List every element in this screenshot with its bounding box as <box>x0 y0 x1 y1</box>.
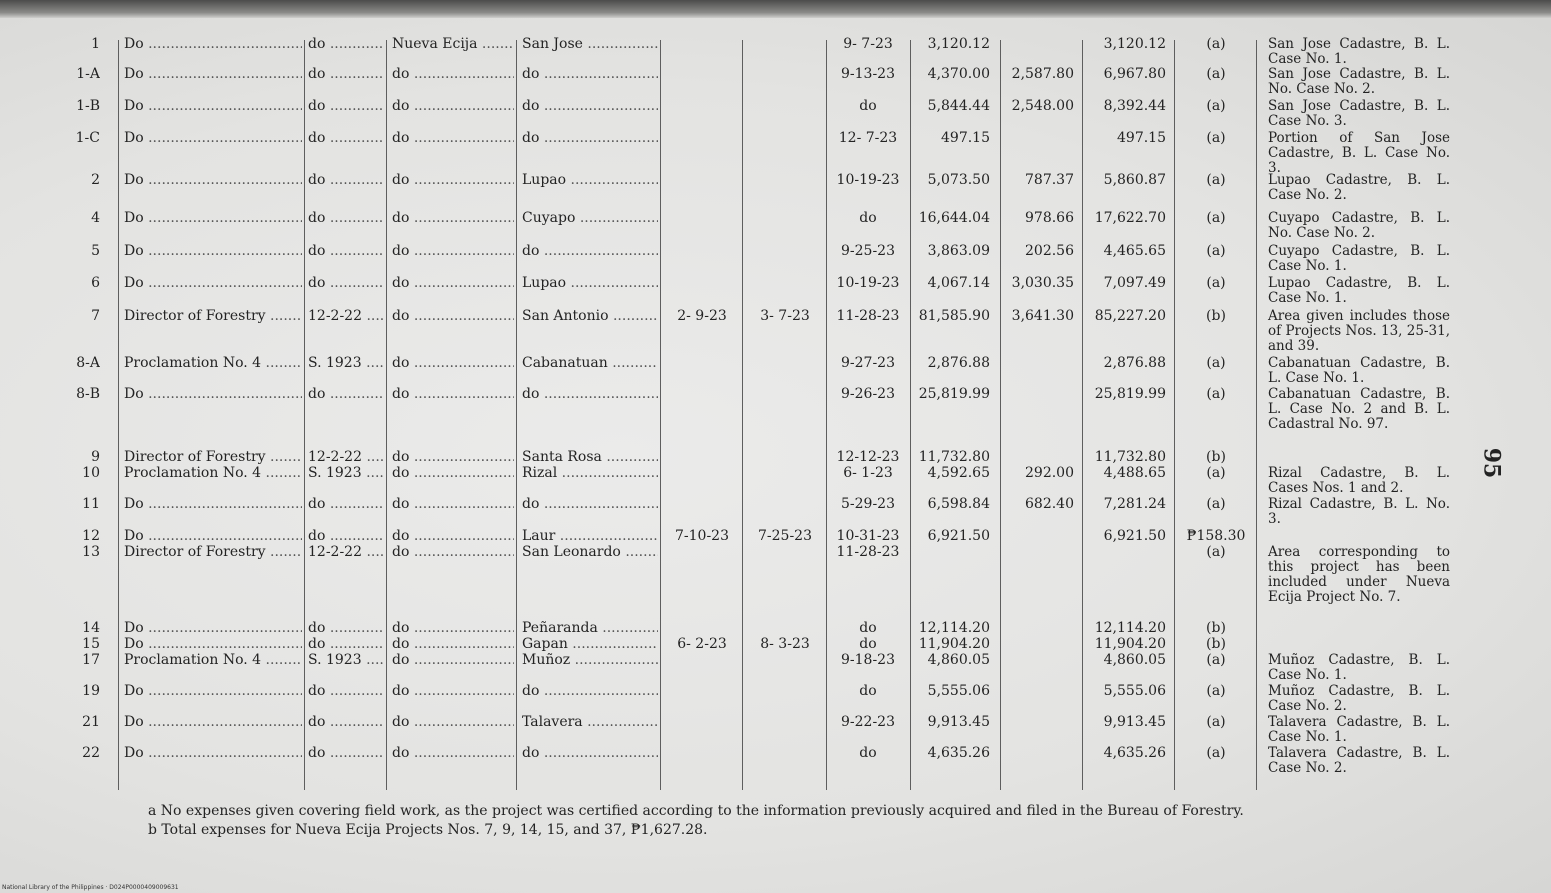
cell-date: 12-2-22 ..... <box>308 450 384 465</box>
cell-no: 4 <box>91 211 100 226</box>
cell-date3: 9-26-23 <box>841 387 895 402</box>
column-rule <box>1082 40 1083 790</box>
cell-no: 1-A <box>76 67 100 82</box>
cell-area-b: 3,030.35 <box>1011 276 1074 291</box>
cell-total: 11,732.80 <box>1094 450 1166 465</box>
cell-no: 8-A <box>76 356 100 371</box>
cell-date3: 9-25-23 <box>841 244 895 259</box>
cell-no: 17 <box>82 653 100 668</box>
cell-name: Proclamation No. 4 ..... <box>124 653 302 668</box>
cell-date3: do <box>859 99 877 114</box>
cell-town: do ..... <box>522 387 658 402</box>
cell-no: 19 <box>82 684 100 699</box>
cell-town: San Antonio ..... <box>522 309 658 324</box>
cell-area-a: 4,067.14 <box>927 276 990 291</box>
cell-province: do ..... <box>392 244 514 259</box>
library-credit: National Library of the Philippines · D024P0000409009631 <box>2 884 179 891</box>
cell-note: (a) <box>1206 131 1226 146</box>
cell-province: do ..... <box>392 173 514 188</box>
cell-date: do ..... <box>308 637 384 652</box>
column-rule <box>910 40 911 790</box>
cell-date3: 9-13-23 <box>841 67 895 82</box>
cell-date: do ..... <box>308 211 384 226</box>
cell-town: Talavera ..... <box>522 715 658 730</box>
cell-date: do ..... <box>308 99 384 114</box>
cell-d1: 7-10-23 <box>675 529 729 544</box>
cell-town: Muñoz ..... <box>522 653 658 668</box>
cell-note: (a) <box>1206 37 1226 52</box>
cell-total: 4,860.05 <box>1103 653 1166 668</box>
cell-name: Do ..... <box>124 387 302 402</box>
cell-province: do ..... <box>392 497 514 512</box>
cell-d1: 6- 2-23 <box>677 637 727 652</box>
cell-name: Do ..... <box>124 37 302 52</box>
cell-no: 7 <box>91 309 100 324</box>
cell-total: 497.15 <box>1117 131 1166 146</box>
cell-town: do ..... <box>522 497 658 512</box>
cell-area-b: 2,587.80 <box>1011 67 1074 82</box>
cell-remarks: Area corresponding to this project has been included under Nueva Ecija Project No. 7. <box>1268 544 1450 605</box>
cell-name: Director of Forestry ..... <box>124 309 302 324</box>
cell-remarks: San Jose Cadastre, B. L. Case No. 3. <box>1268 98 1450 129</box>
cell-province: do ..... <box>392 450 514 465</box>
cell-date3: 9-27-23 <box>841 356 895 371</box>
cell-area-b: 787.37 <box>1025 173 1074 188</box>
cell-province: do ..... <box>392 653 514 668</box>
cell-date: do ..... <box>308 497 384 512</box>
cell-name: Do ..... <box>124 67 302 82</box>
cell-province: do ..... <box>392 356 514 371</box>
cell-name: Do ..... <box>124 529 302 544</box>
cell-date3: 9-18-23 <box>841 653 895 668</box>
cell-note: (a) <box>1206 67 1226 82</box>
cell-date3: 10-19-23 <box>836 276 900 291</box>
cell-date: do ..... <box>308 621 384 636</box>
cell-town: Laur ..... <box>522 529 658 544</box>
cell-remarks: Muñoz Cadastre, B. L. Case No. 1. <box>1268 652 1450 683</box>
cell-town: Cuyapo ..... <box>522 211 658 226</box>
column-rule <box>118 40 119 790</box>
cell-d2: 7-25-23 <box>758 529 812 544</box>
cell-province: do ..... <box>392 715 514 730</box>
cell-province: do ..... <box>392 637 514 652</box>
cell-no: 9 <box>91 450 100 465</box>
cell-no: 13 <box>82 545 100 560</box>
cell-date: do ..... <box>308 529 384 544</box>
cell-remarks: Lupao Cadastre, B. L. Case No. 2. <box>1268 172 1450 203</box>
cell-remarks: Area given includes those of Projects Nos. 13, 25-31, and 39. <box>1268 308 1450 354</box>
cell-note: (a) <box>1206 173 1226 188</box>
cell-date3: 9- 7-23 <box>843 37 893 52</box>
cell-date: 12-2-22 ..... <box>308 309 384 324</box>
cell-area-a: 4,370.00 <box>927 67 990 82</box>
column-rule <box>386 40 387 790</box>
cell-date3: 5-29-23 <box>841 497 895 512</box>
cell-province: do ..... <box>392 99 514 114</box>
cell-no: 22 <box>82 746 100 761</box>
cell-total: 4,488.65 <box>1103 466 1166 481</box>
cell-name: Proclamation No. 4 ..... <box>124 466 302 481</box>
cell-province: do ..... <box>392 67 514 82</box>
cell-note: (a) <box>1206 276 1226 291</box>
cell-remarks: Cuyapo Cadastre, B. L. Case No. 1. <box>1268 243 1450 274</box>
cell-name: Director of Forestry ..... <box>124 450 302 465</box>
cell-area-a: 3,120.12 <box>927 37 990 52</box>
cell-area-b: 292.00 <box>1025 466 1074 481</box>
cell-province: do ..... <box>392 529 514 544</box>
column-rule <box>742 40 743 790</box>
cell-date3: 9-22-23 <box>841 715 895 730</box>
cell-town: do ..... <box>522 746 658 761</box>
scan-top-border <box>0 0 1551 18</box>
cell-note: (a) <box>1206 653 1226 668</box>
cell-name: Do ..... <box>124 684 302 699</box>
cell-town: San Jose ..... <box>522 37 658 52</box>
cell-no: 1-B <box>76 99 100 114</box>
cell-date: do ..... <box>308 37 384 52</box>
cell-d2: 8- 3-23 <box>760 637 810 652</box>
cell-date: S. 1923 ..... <box>308 466 384 481</box>
cell-note: (b) <box>1206 450 1226 465</box>
cell-name: Do ..... <box>124 276 302 291</box>
cell-town: Lupao ..... <box>522 173 658 188</box>
cell-remarks: Muñoz Cadastre, B. L. Case No. 2. <box>1268 683 1450 714</box>
cell-d2: 3- 7-23 <box>760 309 810 324</box>
cell-date3: 11-28-23 <box>836 545 900 560</box>
cell-no: 1 <box>91 37 100 52</box>
cell-town: Peñaranda ..... <box>522 621 658 636</box>
cell-total: 9,913.45 <box>1103 715 1166 730</box>
cell-total: 4,465.65 <box>1103 244 1166 259</box>
column-rule <box>304 40 305 790</box>
cell-town: Lupao ..... <box>522 276 658 291</box>
cell-area-b: 682.40 <box>1025 497 1074 512</box>
footnote-a: a No expenses given covering field work, as the project was certified according to the information previously acquired and filed in the Bureau of Forestry. <box>148 803 1244 819</box>
cell-area-b: 978.66 <box>1025 211 1074 226</box>
cell-province: do ..... <box>392 276 514 291</box>
cell-no: 10 <box>82 466 100 481</box>
cell-note: (b) <box>1206 309 1226 324</box>
cell-area-a: 4,592.65 <box>927 466 990 481</box>
cell-total: 7,097.49 <box>1103 276 1166 291</box>
cell-no: 8-B <box>76 387 100 402</box>
cell-no: 5 <box>91 244 100 259</box>
cell-area-a: 25,819.99 <box>918 387 990 402</box>
cell-area-a: 5,073.50 <box>927 173 990 188</box>
cell-area-a: 12,114.20 <box>918 621 990 636</box>
cell-date3: do <box>859 621 877 636</box>
cell-total: 25,819.99 <box>1094 387 1166 402</box>
cell-date3: 6- 1-23 <box>843 466 893 481</box>
cell-note: (a) <box>1206 545 1226 560</box>
cell-name: Do ..... <box>124 715 302 730</box>
cell-note: (b) <box>1206 621 1226 636</box>
footnotes <box>88 803 1453 838</box>
cell-town: do ..... <box>522 131 658 146</box>
cell-province: do ..... <box>392 387 514 402</box>
page-number: 95 <box>1478 447 1505 479</box>
cell-town: do ..... <box>522 684 658 699</box>
cell-no: 2 <box>91 173 100 188</box>
cell-total: 5,555.06 <box>1103 684 1166 699</box>
cell-total: 6,921.50 <box>1103 529 1166 544</box>
cell-town: Gapan ..... <box>522 637 658 652</box>
cell-name: Do ..... <box>124 244 302 259</box>
cell-town: Cabanatuan ..... <box>522 356 658 371</box>
cell-province: do ..... <box>392 746 514 761</box>
cell-no: 12 <box>82 529 100 544</box>
cell-no: 6 <box>91 276 100 291</box>
cell-total: 7,281.24 <box>1103 497 1166 512</box>
cell-date: 12-2-22 ..... <box>308 545 384 560</box>
cell-note: (a) <box>1206 497 1226 512</box>
cell-name: Director of Forestry ..... <box>124 545 302 560</box>
cell-total: 6,967.80 <box>1103 67 1166 82</box>
column-rule <box>516 40 517 790</box>
cell-area-a: 16,644.04 <box>918 211 990 226</box>
cell-name: Do ..... <box>124 173 302 188</box>
cell-note: (a) <box>1206 684 1226 699</box>
cell-area-a: 5,844.44 <box>927 99 990 114</box>
footnote-b: b Total expenses for Nueva Ecija Projects Nos. 7, 9, 14, 15, and 37, ₱1,627.28. <box>148 822 708 838</box>
cell-note: (a) <box>1206 99 1226 114</box>
cell-remarks: Rizal Cadastre, B. L. Cases Nos. 1 and 2. <box>1268 465 1450 496</box>
cell-total: 17,622.70 <box>1094 211 1166 226</box>
cell-town: Santa Rosa ..... <box>522 450 658 465</box>
cell-area-b: 2,548.00 <box>1011 99 1074 114</box>
cell-no: 21 <box>82 715 100 730</box>
cell-remarks: Cabanatuan Cadastre, B. L. Case No. 2 and B. L. Cadastral No. 97. <box>1268 386 1450 432</box>
cell-date3: do <box>859 637 877 652</box>
cell-name: Do ..... <box>124 746 302 761</box>
cell-town: do ..... <box>522 67 658 82</box>
cell-name: Do ..... <box>124 211 302 226</box>
cell-area-a: 4,860.05 <box>927 653 990 668</box>
cell-area-a: 2,876.88 <box>927 356 990 371</box>
cell-remarks: Rizal Cadastre, B. L. No. 3. <box>1268 496 1450 527</box>
cell-total: 11,904.20 <box>1094 637 1166 652</box>
cell-total: 2,876.88 <box>1103 356 1166 371</box>
cell-note: (a) <box>1206 244 1226 259</box>
cell-town: Rizal ..... <box>522 466 658 481</box>
cell-area-a: 11,904.20 <box>918 637 990 652</box>
cell-province: do ..... <box>392 131 514 146</box>
cell-date: do ..... <box>308 67 384 82</box>
cell-total: 85,227.20 <box>1094 309 1166 324</box>
cell-note: (b) <box>1206 637 1226 652</box>
cell-province: do ..... <box>392 621 514 636</box>
cell-province: do ..... <box>392 684 514 699</box>
cell-date3: 12- 7-23 <box>838 131 898 146</box>
cell-town: do ..... <box>522 244 658 259</box>
cell-province: do ..... <box>392 466 514 481</box>
cell-date3: do <box>859 684 877 699</box>
cell-name: Do ..... <box>124 99 302 114</box>
cell-total: 5,860.87 <box>1103 173 1166 188</box>
cell-date: do ..... <box>308 276 384 291</box>
column-rule <box>660 40 661 790</box>
cell-date3: 11-28-23 <box>836 309 900 324</box>
cell-no: 1-C <box>75 131 100 146</box>
cell-date3: 12-12-23 <box>836 450 900 465</box>
cell-name: Do ..... <box>124 131 302 146</box>
cell-date3: 10-31-23 <box>836 529 900 544</box>
cell-note: (a) <box>1206 387 1226 402</box>
cell-date: do ..... <box>308 244 384 259</box>
cell-no: 14 <box>82 621 100 636</box>
cell-province: Nueva Ecija ..... <box>392 37 514 52</box>
cell-note: (a) <box>1206 356 1226 371</box>
cell-date: do ..... <box>308 684 384 699</box>
cell-no: 15 <box>82 637 100 652</box>
cell-note: (a) <box>1206 211 1226 226</box>
cell-province: do ..... <box>392 309 514 324</box>
cell-d1: 2- 9-23 <box>677 309 727 324</box>
column-rule <box>826 40 827 790</box>
cell-area-a: 497.15 <box>941 131 990 146</box>
cell-remarks: San Jose Cadastre, B. L. No. Case No. 2. <box>1268 66 1450 97</box>
cell-remarks: Talavera Cadastre, B. L. Case No. 2. <box>1268 745 1450 776</box>
cell-note: (a) <box>1206 715 1226 730</box>
cell-date3: 10-19-23 <box>836 173 900 188</box>
cell-name: Do ..... <box>124 621 302 636</box>
cell-area-a: 3,863.09 <box>927 244 990 259</box>
cell-town: San Leonardo ..... <box>522 545 658 560</box>
cell-area-b: 202.56 <box>1025 244 1074 259</box>
cell-total: 8,392.44 <box>1103 99 1166 114</box>
document-page <box>0 18 1551 893</box>
cell-date: do ..... <box>308 715 384 730</box>
cell-remarks: Cabanatuan Cadastre, B. L. Case No. 1. <box>1268 355 1450 386</box>
cell-area-a: 6,921.50 <box>927 529 990 544</box>
cell-date: do ..... <box>308 387 384 402</box>
cell-total: 3,120.12 <box>1103 37 1166 52</box>
cell-no: 11 <box>82 497 100 512</box>
cell-remarks: Cuyapo Cadastre, B. L. No. Case No. 2. <box>1268 210 1450 241</box>
cell-date: do ..... <box>308 173 384 188</box>
cell-name: Do ..... <box>124 637 302 652</box>
cell-area-a: 6,598.84 <box>927 497 990 512</box>
cell-name: Proclamation No. 4 ..... <box>124 356 302 371</box>
cell-remarks: Portion of San Jose Cadastre, B. L. Case No. 3. <box>1268 130 1450 176</box>
cell-date: S. 1923 ..... <box>308 356 384 371</box>
cell-area-a: 5,555.06 <box>927 684 990 699</box>
column-rule <box>1174 40 1175 790</box>
cell-area-a: 9,913.45 <box>927 715 990 730</box>
cell-area-a: 11,732.80 <box>918 450 990 465</box>
column-rule <box>1000 40 1001 790</box>
cell-remarks: Talavera Cadastre, B. L. Case No. 1. <box>1268 714 1450 745</box>
cell-name: Do ..... <box>124 497 302 512</box>
column-rule <box>1256 40 1257 790</box>
cell-total: 12,114.20 <box>1094 621 1166 636</box>
cell-date: do ..... <box>308 131 384 146</box>
cell-date3: do <box>859 211 877 226</box>
cell-area-b: 3,641.30 <box>1011 309 1074 324</box>
cell-province: do ..... <box>392 211 514 226</box>
cell-total: 4,635.26 <box>1103 746 1166 761</box>
cell-remarks: San Jose Cadastre, B. L. Case No. 1. <box>1268 36 1450 67</box>
cell-area-a: 81,585.90 <box>918 309 990 324</box>
cell-date: do ..... <box>308 746 384 761</box>
cell-province: do ..... <box>392 545 514 560</box>
cell-date3: do <box>859 746 877 761</box>
cell-note: (a) <box>1206 466 1226 481</box>
cell-area-a: 4,635.26 <box>927 746 990 761</box>
cell-remarks: Lupao Cadastre, B. L. Case No. 1. <box>1268 275 1450 306</box>
cell-note: ₱158.30 <box>1186 529 1246 544</box>
cell-note: (a) <box>1206 746 1226 761</box>
cell-date: S. 1923 ..... <box>308 653 384 668</box>
cell-town: do ..... <box>522 99 658 114</box>
